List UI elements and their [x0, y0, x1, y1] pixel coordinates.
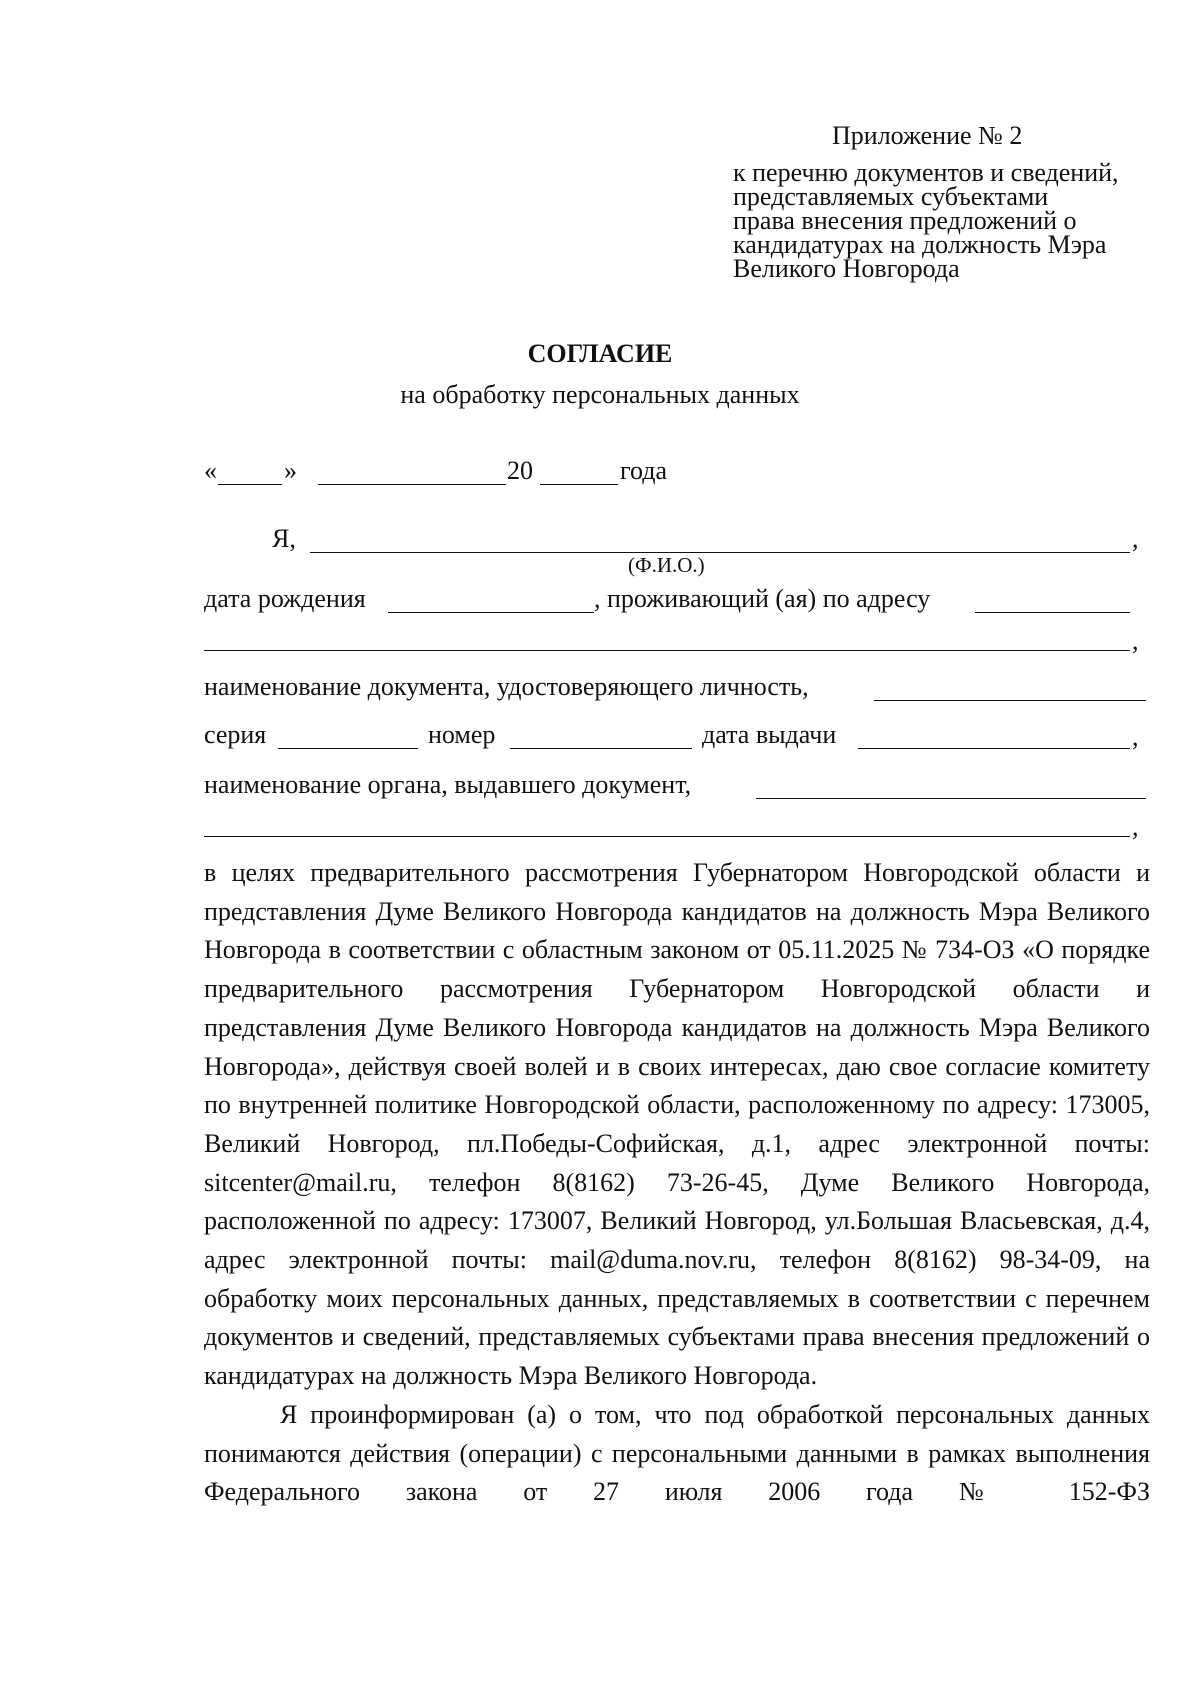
appendix-line: права внесения предложений о: [733, 206, 1077, 235]
date-open-quote: «: [204, 456, 217, 485]
appendix-reference: [733, 158, 1119, 283]
appendix-line: кандидатурах на должность Мэра: [733, 230, 1107, 259]
number-label: номер: [428, 720, 496, 749]
issuer-field-continuation[interactable]: [204, 808, 1130, 837]
issuer-comma: ,: [1132, 812, 1139, 841]
appendix-line: Великого Новгорода: [733, 254, 960, 283]
birth-date-field[interactable]: [388, 584, 594, 613]
document-title: СОГЛАСИЕ: [527, 339, 673, 368]
name-prefix: Я,: [272, 524, 296, 553]
year-field[interactable]: [540, 456, 618, 485]
birth-label: дата рождения: [204, 584, 366, 613]
consent-paragraph: в целях предварительного рассмотрения Губернатором Новгородской области и представления Думе Великого Новгорода кандидатов на должность Мэра Великого Новгорода в соответствии с областным законом от 05.11.2025 № 734-ОЗ «О порядке предварительного рассмотрения Губернатором Новгородской области и представления Думе Великого Новгорода кандидатов на должность Мэра Великого Новгорода», действуя своей волей и в своих интересах, даю свое согласие комитету по внутренней политике Новгородской области, расположенному по адресу: 173005, Великий Новгород, пл.Победы-Софийская, д.1, адрес электронной почты: sitcenter@mail.ru, телефон 8(8162) 73-26-45, Думе Великого Новгорода, расположенной по адресу: 173007, Великий Новгород, ул.Большая Власьевская, д.4, адрес электронной почты: mail@duma.nov.ru, телефон 8(8162) 98-34-09, на обработку моих персональных данных, представляемых в соответствии с перечнем документов и сведений, представляемых субъектами права внесения предложений о кандидатурах на должность Мэра Великого Новгорода.: [204, 858, 1150, 1391]
date-suffix: года: [620, 456, 668, 485]
month-field[interactable]: [318, 456, 506, 485]
document-subtitle: на обработку персональных данных: [400, 380, 800, 409]
id-document-label: наименование документа, удостоверяющего личность,: [204, 672, 809, 701]
date-century: 20: [507, 456, 533, 485]
issue-date-field[interactable]: [858, 720, 1130, 749]
issue-date-label: дата выдачи: [702, 720, 837, 749]
series-label: серия: [204, 720, 267, 749]
address-field[interactable]: [204, 622, 1130, 651]
name-comma: ,: [1132, 524, 1139, 553]
address-field-start[interactable]: [975, 584, 1130, 613]
issue-date-comma: ,: [1132, 722, 1139, 751]
issuer-label: наименование органа, выдавшего документ,: [204, 770, 692, 799]
name-hint: (Ф.И.О.): [628, 553, 705, 577]
appendix-line: представляемых субъектами: [733, 182, 1049, 211]
series-field[interactable]: [278, 720, 418, 749]
consent-body: [204, 854, 1150, 1512]
appendix-title: Приложение № 2: [832, 121, 1023, 150]
number-field[interactable]: [510, 720, 692, 749]
issuer-field[interactable]: [756, 770, 1146, 799]
date-close-quote: »: [284, 456, 297, 485]
full-name-field[interactable]: [310, 524, 1130, 553]
residence-label: , проживающий (ая) по адресу: [594, 584, 931, 613]
address-comma: ,: [1132, 626, 1139, 655]
day-field[interactable]: [218, 456, 282, 485]
information-paragraph: Я проинформирован (а) о том, что под обработкой персональных данных понимаются действия (операции) с персональными данными в рамках выполнения Федерального закона от 27 июля 2006 года № 152-ФЗ: [204, 1399, 1150, 1507]
appendix-line: к перечню документов и сведений,: [733, 158, 1119, 187]
id-document-field[interactable]: [874, 672, 1146, 701]
